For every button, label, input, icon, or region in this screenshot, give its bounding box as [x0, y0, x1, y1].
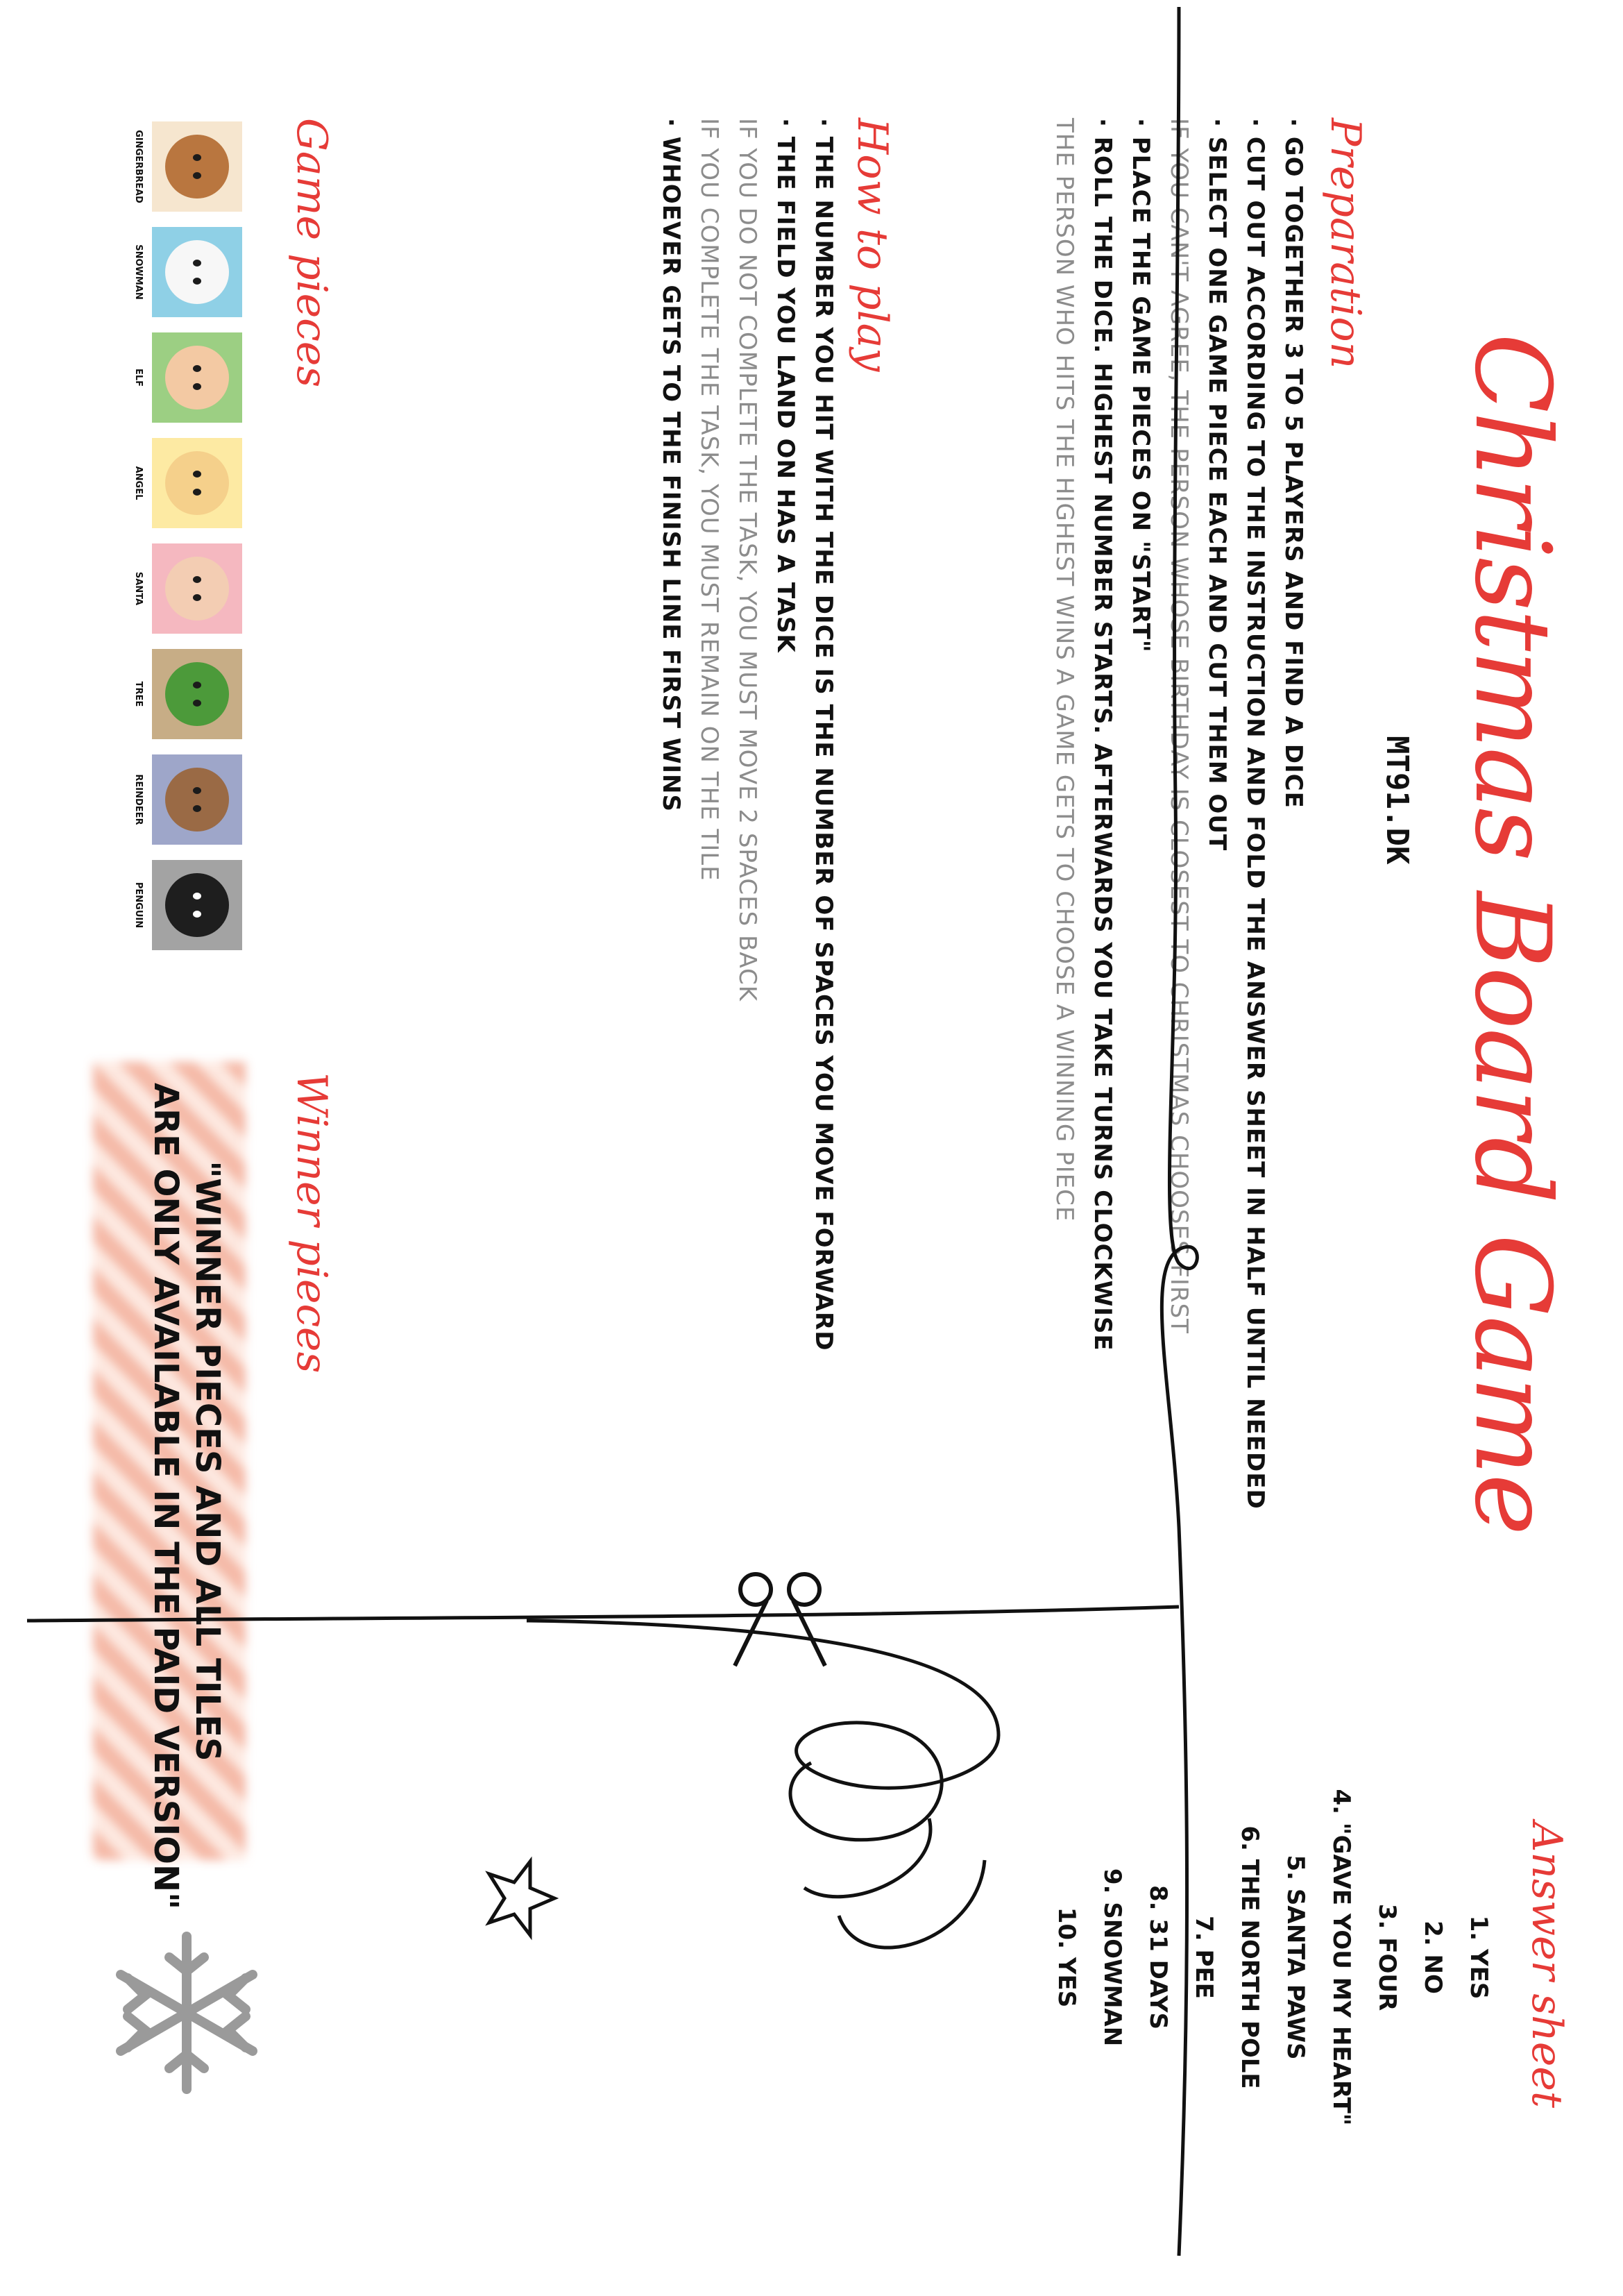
game-piece-label: PENGUIN [133, 881, 144, 929]
star-icon [489, 1862, 554, 1935]
preparation-item: IF YOU CAN'T AGREE, THE PERSON WHOSE BIRTHDAY IS CLOSEST TO CHRISTMAS CHOOSES FIRST [1165, 118, 1193, 1334]
how-to-play-item: IF YOU DO NOT COMPLETE THE TASK, YOU MUST MOVE 2 SPACES BACK [733, 118, 761, 1002]
cut-line-top [1162, 7, 1197, 2256]
answer-item: 5. SANTA PAWS [1282, 1855, 1309, 2060]
game-piece-label: REINDEER [133, 774, 144, 825]
answer-sheet-heading: Answer sheet [1522, 1822, 1571, 2108]
how-to-play-item: IF YOU COMPLETE THE TASK, YOU MUST REMAIN ON THE TILE [695, 118, 723, 881]
game-piece-label: ANGEL [133, 466, 144, 500]
game-piece-label: TREE [133, 681, 144, 707]
how-to-play-heading: How to play [848, 118, 897, 372]
how-to-play-item: · THE FIELD YOU LAND ON HAS A TASK [772, 118, 799, 653]
answer-item: 8. 31 DAYS [1144, 1885, 1172, 2029]
game-piece-label: ELF [133, 368, 144, 387]
winner-note-line-2: ARE ONLY AVAILABLE IN THE PAID VERSION" [146, 1083, 185, 1910]
page-title: Christmas Board Game [1452, 333, 1572, 1535]
scissors-icon [735, 1574, 825, 1666]
doodle-tree-loop [527, 1621, 999, 1840]
preparation-item: · CUT OUT ACCORDING TO THE INSTRUCTION AND FOLD THE ANSWER SHEET IN HALF UNTIL NEEDED [1241, 118, 1269, 1510]
answer-item: 3. FOUR [1373, 1903, 1401, 2011]
page-subtitle: MT91.DK [1379, 736, 1415, 865]
cut-line-right [27, 1607, 1179, 1621]
answer-item: 6. THE NORTH POLE [1236, 1825, 1264, 2089]
answer-item: 1. YES [1465, 1915, 1493, 2000]
how-to-play-item: · WHOEVER GETS TO THE FINISH LINE FIRST WINS [657, 118, 685, 812]
answer-item: 10. YES [1053, 1907, 1080, 2008]
game-pieces-heading: Game pieces [287, 118, 336, 388]
preparation-item: · GO TOGETHER 3 TO 5 PLAYERS AND FIND A DICE [1280, 118, 1307, 809]
preparation-item: · SELECT ONE GAME PIECE EACH AND CUT THEM OUT [1203, 118, 1231, 852]
how-to-play-item: · THE NUMBER YOU HIT WITH THE DICE IS THE NUMBER OF SPACES YOU MOVE FORWARD [810, 118, 838, 1351]
answer-item: 2. NO [1419, 1921, 1447, 1994]
winner-note-line-1: "WINNER PIECES AND ALL TILES [188, 1160, 227, 1762]
answer-item: 7. PEE [1190, 1916, 1218, 1999]
winner-pieces-heading: Winner pieces [287, 1072, 336, 1374]
game-piece-label: SNOWMAN [133, 244, 144, 300]
snowflake-icon [121, 1936, 253, 2089]
game-piece-label: GINGERBREAD [133, 130, 144, 203]
game-piece-label: SANTA [133, 571, 144, 606]
answer-item: 9. SNOWMAN [1098, 1868, 1126, 2047]
preparation-item: THE PERSON WHO HITS THE HIGHEST WINS A GAME GETS TO CHOOSE A WINNING PIECE [1051, 118, 1078, 1222]
preparation-item: · PLACE THE GAME PIECES ON "START" [1127, 118, 1155, 653]
preparation-heading: Preparation [1321, 118, 1370, 369]
answer-item: 4. "GAVE YOU MY HEART" [1327, 1789, 1355, 2126]
preparation-item: · ROLL THE DICE. HIGHEST NUMBER STARTS. AFTERWARDS YOU TAKE TURNS CLOCKWISE [1089, 118, 1116, 1351]
